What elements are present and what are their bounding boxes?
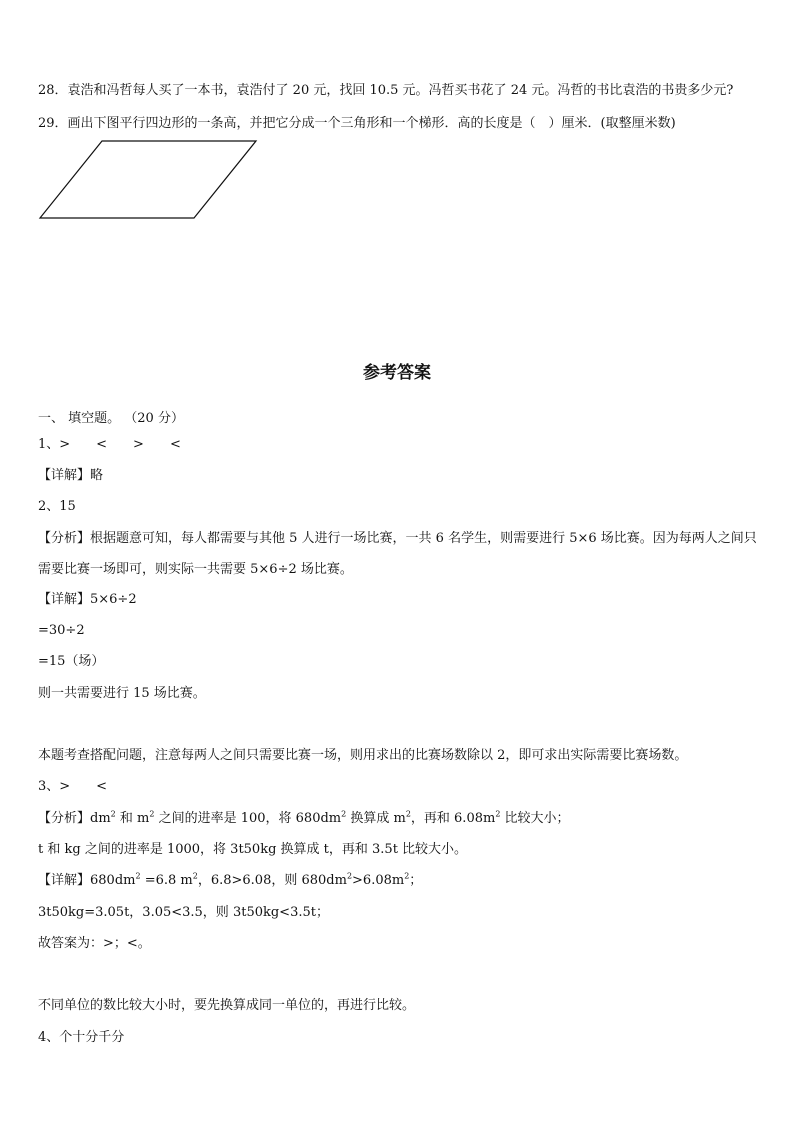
text-span: ，再和 6.08m xyxy=(410,811,496,826)
answer-2-comment: 本题考查搭配问题，注意每两人之间只需要比赛一场，则用求出的比赛场数除以 2，即可求出实际需要比赛场数。 xyxy=(38,748,688,763)
parallelogram-shape xyxy=(40,141,256,218)
text-span: 和 m xyxy=(115,811,150,826)
squared-superscript: 2 xyxy=(346,871,353,881)
squared-superscript: 2 xyxy=(405,809,411,819)
answer-3-detail-3: 故答案为：>；<。 xyxy=(38,936,151,951)
question-29: 29．画出下图平行四边形的一条高，并把它分成一个三角形和一个梯形．高的长度是（ ）厘米．(取整厘米数) xyxy=(38,116,676,131)
squared-superscript: 2 xyxy=(135,871,141,881)
answer-2-detail-3: =15（场） xyxy=(38,654,105,669)
answer-3-comment: 不同单位的数比较大小时，要先换算成同一单位的，再进行比较。 xyxy=(38,998,416,1013)
text-span: ，6.8>6.08，则 680dm xyxy=(197,873,347,888)
answer-4: 4、个十分千分 xyxy=(38,1030,125,1045)
answer-2-analysis: 【分析】根据题意可知，每人都需要与其他 5 人进行一场比赛，一共 6 名学生，则需要进行 5×6 场比赛。因为每两人之间只需要比赛一场即可，则实际一共需要 5×6÷2 场比赛。 xyxy=(38,531,757,577)
answer-3-detail-2: 3t50kg=3.05t，3.05<3.5，则 3t50kg<3.5t； xyxy=(38,905,329,920)
answer-3-analysis-1 xyxy=(38,811,570,827)
text-span: 换算成 m xyxy=(346,811,406,826)
text-span: ； xyxy=(409,873,423,888)
section-1-heading: 一、 填空题。 （20 分） xyxy=(38,411,184,426)
squared-superscript: 2 xyxy=(149,809,155,819)
answer-2-detail-2: =30÷2 xyxy=(38,623,85,638)
answer-title: 参考答案 xyxy=(363,363,431,383)
question-28: 28．袁浩和冯哲每人买了一本书，袁浩付了 20 元，找回 10.5 元。冯哲买书花了 24 元。冯哲的书比袁浩的书贵多少元? xyxy=(38,83,734,98)
parallelogram-figure xyxy=(38,138,260,222)
squared-superscript: 2 xyxy=(110,809,116,819)
squared-superscript: 2 xyxy=(495,809,501,819)
text-span: 之间的进率是 100，将 680dm xyxy=(154,811,342,826)
squared-superscript: 2 xyxy=(341,809,347,819)
text-span: =6.8 m xyxy=(140,873,193,888)
answer-1-detail: 【详解】略 xyxy=(38,468,104,483)
squared-superscript: 2 xyxy=(192,871,198,881)
text-span: >6.08m xyxy=(352,873,405,888)
text-span: 【分析】dm xyxy=(38,811,111,826)
answer-2-detail-1: 【详解】5×6÷2 xyxy=(38,592,137,607)
answer-2: 2、15 xyxy=(38,499,76,514)
answer-2-detail-4: 则一共需要进行 15 场比赛。 xyxy=(38,686,206,701)
text-span: 比较大小； xyxy=(500,811,570,826)
answer-3-detail-1 xyxy=(38,873,422,889)
text-span: 【详解】680dm xyxy=(38,873,136,888)
squared-superscript: 2 xyxy=(404,871,410,881)
answer-3: 3、> < xyxy=(38,779,108,794)
answer-3-analysis-2: t 和 kg 之间的进率是 1000，将 3t50kg 换算成 t，再和 3.5t 比较大小。 xyxy=(38,842,468,857)
answer-1: 1、> < > < xyxy=(38,437,181,452)
